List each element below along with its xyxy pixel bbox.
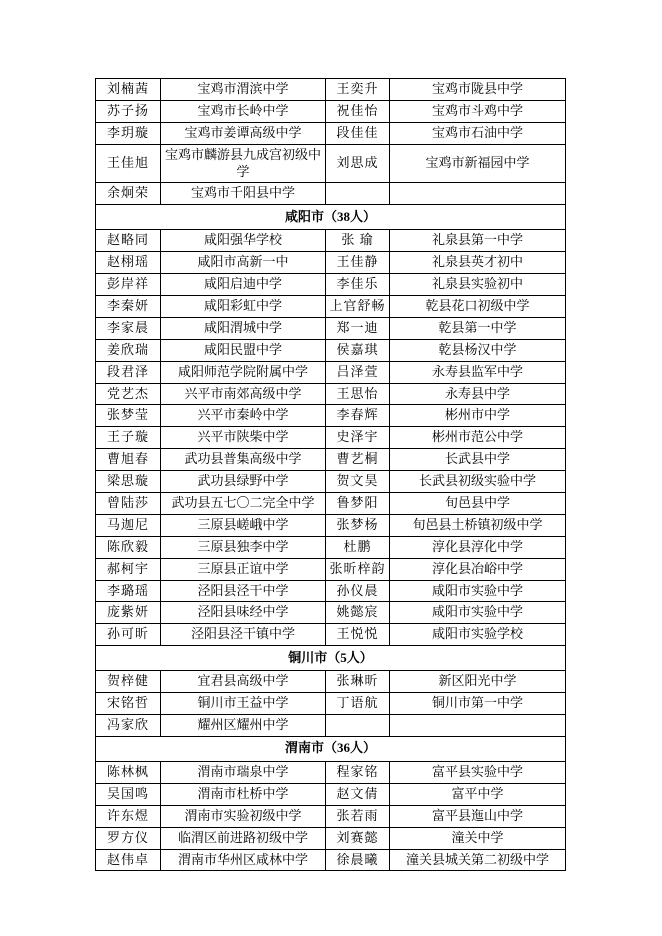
school-name-cell: 淳化县淳化中学 — [390, 536, 566, 558]
student-name-cell: 史泽宇 — [326, 427, 390, 449]
school-name-cell: 宝鸡市千阳县中学 — [161, 183, 326, 205]
school-name-cell: 宝鸡市陇县中学 — [390, 79, 566, 101]
student-name-cell: 罗方仪 — [96, 827, 161, 849]
table-row — [96, 383, 566, 405]
school-name-cell: 咸阳启迪中学 — [161, 274, 326, 296]
school-name-cell: 耀州区耀州中学 — [161, 715, 326, 737]
table-row — [96, 493, 566, 515]
student-name-cell: 许东煜 — [96, 805, 161, 827]
student-name-cell: 杜鹏 — [326, 536, 390, 558]
section-header-row — [96, 736, 566, 761]
student-name-cell: 侯嘉琪 — [326, 339, 390, 361]
school-name-cell: 彬州市范公中学 — [390, 427, 566, 449]
school-name-cell: 长武县中学 — [390, 449, 566, 471]
table-row — [96, 827, 566, 849]
table-row — [96, 317, 566, 339]
student-name-cell: 张梦杨 — [326, 514, 390, 536]
student-name-cell: 王佳静 — [326, 252, 390, 274]
table-row — [96, 405, 566, 427]
student-name-cell: 贺梓健 — [96, 671, 161, 693]
school-name-cell: 泾阳县泾干中学 — [161, 580, 326, 602]
student-name-cell: 段佳佳 — [326, 122, 390, 144]
school-name-cell: 宝鸡市姜谭高级中学 — [161, 122, 326, 144]
section-header-row — [96, 646, 566, 671]
school-name-cell: 三原县嵯峨中学 — [161, 514, 326, 536]
school-name-cell: 富平县迤山中学 — [390, 805, 566, 827]
school-name-cell: 永寿县监军中学 — [390, 361, 566, 383]
student-name-cell: 王悦悦 — [326, 624, 390, 646]
student-name-cell: 冯家欣 — [96, 715, 161, 737]
student-name-cell: 王子璇 — [96, 427, 161, 449]
table-row — [96, 252, 566, 274]
school-name-cell: 宝鸡市斗鸡中学 — [390, 100, 566, 122]
student-name-cell: 郑一迪 — [326, 317, 390, 339]
school-name-cell: 咸阳师范学院附属中学 — [161, 361, 326, 383]
school-name-cell — [390, 183, 566, 205]
school-name-cell: 宝鸡市石油中学 — [390, 122, 566, 144]
school-name-cell: 宝鸡市长岭中学 — [161, 100, 326, 122]
roster-table — [95, 78, 566, 871]
student-name-cell — [326, 183, 390, 205]
student-name-cell: 赵略同 — [96, 230, 161, 252]
student-name-cell: 马迦尼 — [96, 514, 161, 536]
school-name-cell: 彬州市中学 — [390, 405, 566, 427]
school-name-cell: 宝鸡市麟游县九成宫初级中学 — [161, 144, 326, 183]
student-name-cell: 姚懿宸 — [326, 602, 390, 624]
student-name-cell: 李秦妍 — [96, 296, 161, 318]
student-name-cell: 吕泽萱 — [326, 361, 390, 383]
student-name-cell: 曹旭春 — [96, 449, 161, 471]
school-name-cell: 铜川市王益中学 — [161, 693, 326, 715]
school-name-cell: 泾阳县泾干镇中学 — [161, 624, 326, 646]
student-name-cell: 宋铭哲 — [96, 693, 161, 715]
section-header-label: 咸阳市（38人） — [96, 205, 566, 230]
student-name-cell: 张琳昕 — [326, 671, 390, 693]
school-name-cell: 乾县杨汉中学 — [390, 339, 566, 361]
table-row — [96, 558, 566, 580]
student-name-cell: 丁语航 — [326, 693, 390, 715]
school-name-cell: 武功县普集高级中学 — [161, 449, 326, 471]
student-name-cell: 祝佳怡 — [326, 100, 390, 122]
student-name-cell: 贺文昊 — [326, 471, 390, 493]
student-name-cell: 徐晨曦 — [326, 849, 390, 871]
student-name-cell: 苏子扬 — [96, 100, 161, 122]
school-name-cell: 新区阳光中学 — [390, 671, 566, 693]
table-row — [96, 514, 566, 536]
school-name-cell: 富平县实验中学 — [390, 761, 566, 783]
table-row — [96, 580, 566, 602]
student-name-cell: 张梦莹 — [96, 405, 161, 427]
student-name-cell: 上官舒畅 — [326, 296, 390, 318]
student-name-cell: 郝柯宇 — [96, 558, 161, 580]
student-name-cell: 刘楠茜 — [96, 79, 161, 101]
school-name-cell: 武功县五七〇二完全中学 — [161, 493, 326, 515]
student-name-cell: 鲁梦阳 — [326, 493, 390, 515]
school-name-cell: 乾县第一中学 — [390, 317, 566, 339]
school-name-cell: 咸阳市实验中学 — [390, 580, 566, 602]
school-name-cell: 宝鸡市新福园中学 — [390, 144, 566, 183]
student-name-cell: 李春辉 — [326, 405, 390, 427]
school-name-cell: 咸阳民盟中学 — [161, 339, 326, 361]
student-name-cell: 张若雨 — [326, 805, 390, 827]
school-name-cell: 咸阳强华学校 — [161, 230, 326, 252]
table-row — [96, 471, 566, 493]
student-name-cell: 王佳旭 — [96, 144, 161, 183]
student-name-cell: 赵栩瑶 — [96, 252, 161, 274]
table-row — [96, 624, 566, 646]
student-name-cell: 姜欣瑞 — [96, 339, 161, 361]
student-name-cell: 赵伟卓 — [96, 849, 161, 871]
school-name-cell: 宝鸡市渭滨中学 — [161, 79, 326, 101]
table-row — [96, 602, 566, 624]
student-name-cell — [326, 715, 390, 737]
table-row — [96, 183, 566, 205]
school-name-cell: 宜君县高级中学 — [161, 671, 326, 693]
student-name-cell: 陈欣毅 — [96, 536, 161, 558]
school-name-cell: 临渭区前进路初级中学 — [161, 827, 326, 849]
table-row — [96, 849, 566, 871]
section-header-row — [96, 205, 566, 230]
school-name-cell: 武功县绿野中学 — [161, 471, 326, 493]
student-name-cell: 曾陆莎 — [96, 493, 161, 515]
student-name-cell: 李家晨 — [96, 317, 161, 339]
school-name-cell: 咸阳市实验中学 — [390, 602, 566, 624]
table-row — [96, 783, 566, 805]
school-name-cell: 咸阳市高新一中 — [161, 252, 326, 274]
student-name-cell: 孙仪晨 — [326, 580, 390, 602]
table-row — [96, 805, 566, 827]
table-row — [96, 715, 566, 737]
school-name-cell: 礼泉县英才初中 — [390, 252, 566, 274]
table-row — [96, 693, 566, 715]
student-name-cell: 彭岸祥 — [96, 274, 161, 296]
school-name-cell: 兴平市南郊高级中学 — [161, 383, 326, 405]
school-name-cell: 三原县独李中学 — [161, 536, 326, 558]
student-name-cell: 陈林枫 — [96, 761, 161, 783]
student-name-cell: 梁思璇 — [96, 471, 161, 493]
table-row — [96, 274, 566, 296]
table-row — [96, 79, 566, 101]
school-name-cell: 淳化县冶峪中学 — [390, 558, 566, 580]
school-name-cell: 渭南市杜桥中学 — [161, 783, 326, 805]
school-name-cell: 永寿县中学 — [390, 383, 566, 405]
roster-table-body — [96, 79, 566, 871]
student-name-cell: 曹艺桐 — [326, 449, 390, 471]
table-row — [96, 536, 566, 558]
school-name-cell: 渭南市瑞泉中学 — [161, 761, 326, 783]
student-name-cell: 党艺杰 — [96, 383, 161, 405]
student-name-cell: 王奕升 — [326, 79, 390, 101]
table-row — [96, 339, 566, 361]
table-row — [96, 449, 566, 471]
section-header-label: 铜川市（5人） — [96, 646, 566, 671]
school-name-cell: 咸阳渭城中学 — [161, 317, 326, 339]
school-name-cell: 礼泉县实验初中 — [390, 274, 566, 296]
table-row — [96, 230, 566, 252]
school-name-cell: 三原县正谊中学 — [161, 558, 326, 580]
student-name-cell: 刘赛懿 — [326, 827, 390, 849]
school-name-cell: 长武县初级实验中学 — [390, 471, 566, 493]
student-name-cell: 庞紫妍 — [96, 602, 161, 624]
school-name-cell — [390, 715, 566, 737]
school-name-cell: 富平中学 — [390, 783, 566, 805]
student-name-cell: 赵文倩 — [326, 783, 390, 805]
student-name-cell: 程家铭 — [326, 761, 390, 783]
school-name-cell: 铜川市第一中学 — [390, 693, 566, 715]
section-header-label: 渭南市（36人） — [96, 736, 566, 761]
table-row — [96, 122, 566, 144]
student-name-cell: 张 瑜 — [326, 230, 390, 252]
school-name-cell: 乾县花口初级中学 — [390, 296, 566, 318]
school-name-cell: 渭南市实验初级中学 — [161, 805, 326, 827]
student-name-cell: 吴国鸣 — [96, 783, 161, 805]
school-name-cell: 兴平市秦岭中学 — [161, 405, 326, 427]
school-name-cell: 潼关中学 — [390, 827, 566, 849]
school-name-cell: 旬邑县中学 — [390, 493, 566, 515]
table-row — [96, 100, 566, 122]
student-name-cell: 段君泽 — [96, 361, 161, 383]
table-row — [96, 761, 566, 783]
student-name-cell: 刘思成 — [326, 144, 390, 183]
school-name-cell: 渭南市华州区咸林中学 — [161, 849, 326, 871]
table-row — [96, 427, 566, 449]
student-name-cell: 孙可昕 — [96, 624, 161, 646]
school-name-cell: 旬邑县土桥镇初级中学 — [390, 514, 566, 536]
table-row — [96, 296, 566, 318]
student-name-cell: 李璐瑶 — [96, 580, 161, 602]
student-name-cell: 李佳乐 — [326, 274, 390, 296]
school-name-cell: 兴平市陕柴中学 — [161, 427, 326, 449]
school-name-cell: 咸阳彩虹中学 — [161, 296, 326, 318]
student-name-cell: 张昕梓韵 — [326, 558, 390, 580]
school-name-cell: 泾阳县味经中学 — [161, 602, 326, 624]
school-name-cell: 礼泉县第一中学 — [390, 230, 566, 252]
school-name-cell: 咸阳市实验学校 — [390, 624, 566, 646]
student-name-cell: 王思怡 — [326, 383, 390, 405]
table-row — [96, 144, 566, 183]
student-name-cell: 李玥璇 — [96, 122, 161, 144]
student-name-cell: 余炯荣 — [96, 183, 161, 205]
school-name-cell: 潼关县城关第二初级中学 — [390, 849, 566, 871]
table-row — [96, 361, 566, 383]
table-row — [96, 671, 566, 693]
